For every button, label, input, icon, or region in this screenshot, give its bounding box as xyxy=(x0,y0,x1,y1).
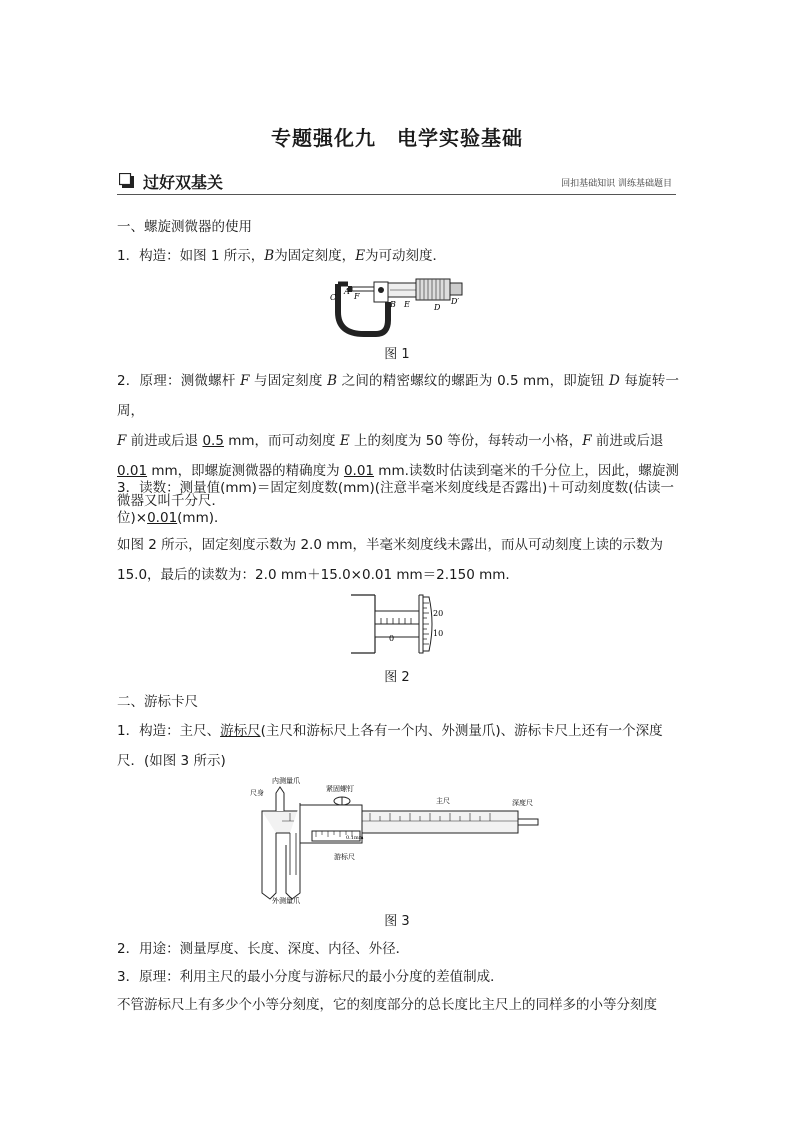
label-vernier: 游标尺 xyxy=(334,853,355,861)
label-D-prime: D′ xyxy=(451,297,460,306)
micrometer-reading-figure xyxy=(345,591,450,657)
paragraph-vernier-principle: 3．原理：利用主尺的最小分度与游标尺的最小分度的差值制成． xyxy=(117,969,504,985)
tick-0: 0 xyxy=(389,634,395,643)
heading-micrometer: 一、螺旋测微器的使用 xyxy=(117,219,252,235)
paragraph-reading: 3．读数：测量值(mm)＝固定刻度数(mm)(注意半毫米刻度线是否露出)＋可动刻度数(估读一 位)×0.01(mm)． xyxy=(117,480,675,526)
vernier-caliper-figure xyxy=(250,775,550,905)
label-main-scale: 主尺 xyxy=(436,797,450,805)
label-C: C xyxy=(330,293,337,302)
section-header xyxy=(117,170,676,195)
section-square-icon xyxy=(119,173,135,189)
figure-3-caption: 图 3 xyxy=(384,914,410,929)
label-precision: 0.1mm xyxy=(346,835,364,841)
paragraph-vernier-structure: 1．构造：主尺、游标尺(主尺和游标尺上各有一个内、外测量爪)、游标卡尺上还有一个深度 尺．(如图 3 所示) xyxy=(117,723,663,769)
label-F: F xyxy=(354,292,360,301)
section-subtitle: 回扣基础知识 训练基础题目 xyxy=(561,179,672,189)
paragraph-vernier-detail: 不管游标尺上有多少个小等分刻度，它的刻度部分的总长度比主尺上的同样多的小等分刻度 xyxy=(117,997,657,1013)
heading-vernier: 二、游标卡尺 xyxy=(117,694,198,710)
label-B: B xyxy=(390,300,396,309)
label-body: 尺身 xyxy=(250,789,264,797)
paragraph-usage: 2．用途：测量厚度、长度、深度、内径、外径． xyxy=(117,941,410,957)
label-E: E xyxy=(404,300,410,309)
label-D: D xyxy=(434,303,441,312)
label-A: A xyxy=(344,287,350,296)
page-title: 专题强化九 电学实验基础 xyxy=(271,126,523,150)
label-inner-jaw: 内测量爪 xyxy=(272,777,300,785)
paragraph-structure: 1．构造：如图 1 所示，B为固定刻度，E为可动刻度． xyxy=(117,248,447,264)
paragraph-example: 如图 2 所示，固定刻度示数为 2.0 mm，半毫米刻度线未露出，而从可动刻度上读的示数为 15.0，最后的读数为：2.0 mm＋15.0×0.01 mm＝2.150 mm. xyxy=(117,537,664,583)
figure-1-caption: 图 1 xyxy=(384,347,410,362)
tick-20: 20 xyxy=(433,609,444,618)
tick-10: 10 xyxy=(433,629,444,638)
micrometer-figure xyxy=(326,272,466,342)
label-screw: 紧固螺钉 xyxy=(326,785,354,793)
paragraph-principle: 2．原理：测微螺杆 F 与固定刻度 B 之间的精密螺纹的螺距为 0.5 mm，即旋钮 D 每旋转一周， F 前进或后退 0.5 mm，而可动刻度 E 上的刻度为 50 等份，每转动一小格，F 前进或后退 0.01 mm，即螺旋测微器的精确度为 0.01 mm.读数时估读到毫米的千分位上，因此，螺旋测 微器又叫千分尺． xyxy=(117,373,679,509)
figure-2-caption: 图 2 xyxy=(384,670,410,685)
section-title: 过好双基关 xyxy=(143,173,224,192)
label-outer-jaw: 外测量爪 xyxy=(272,897,300,905)
label-depth: 深度尺 xyxy=(512,799,533,807)
